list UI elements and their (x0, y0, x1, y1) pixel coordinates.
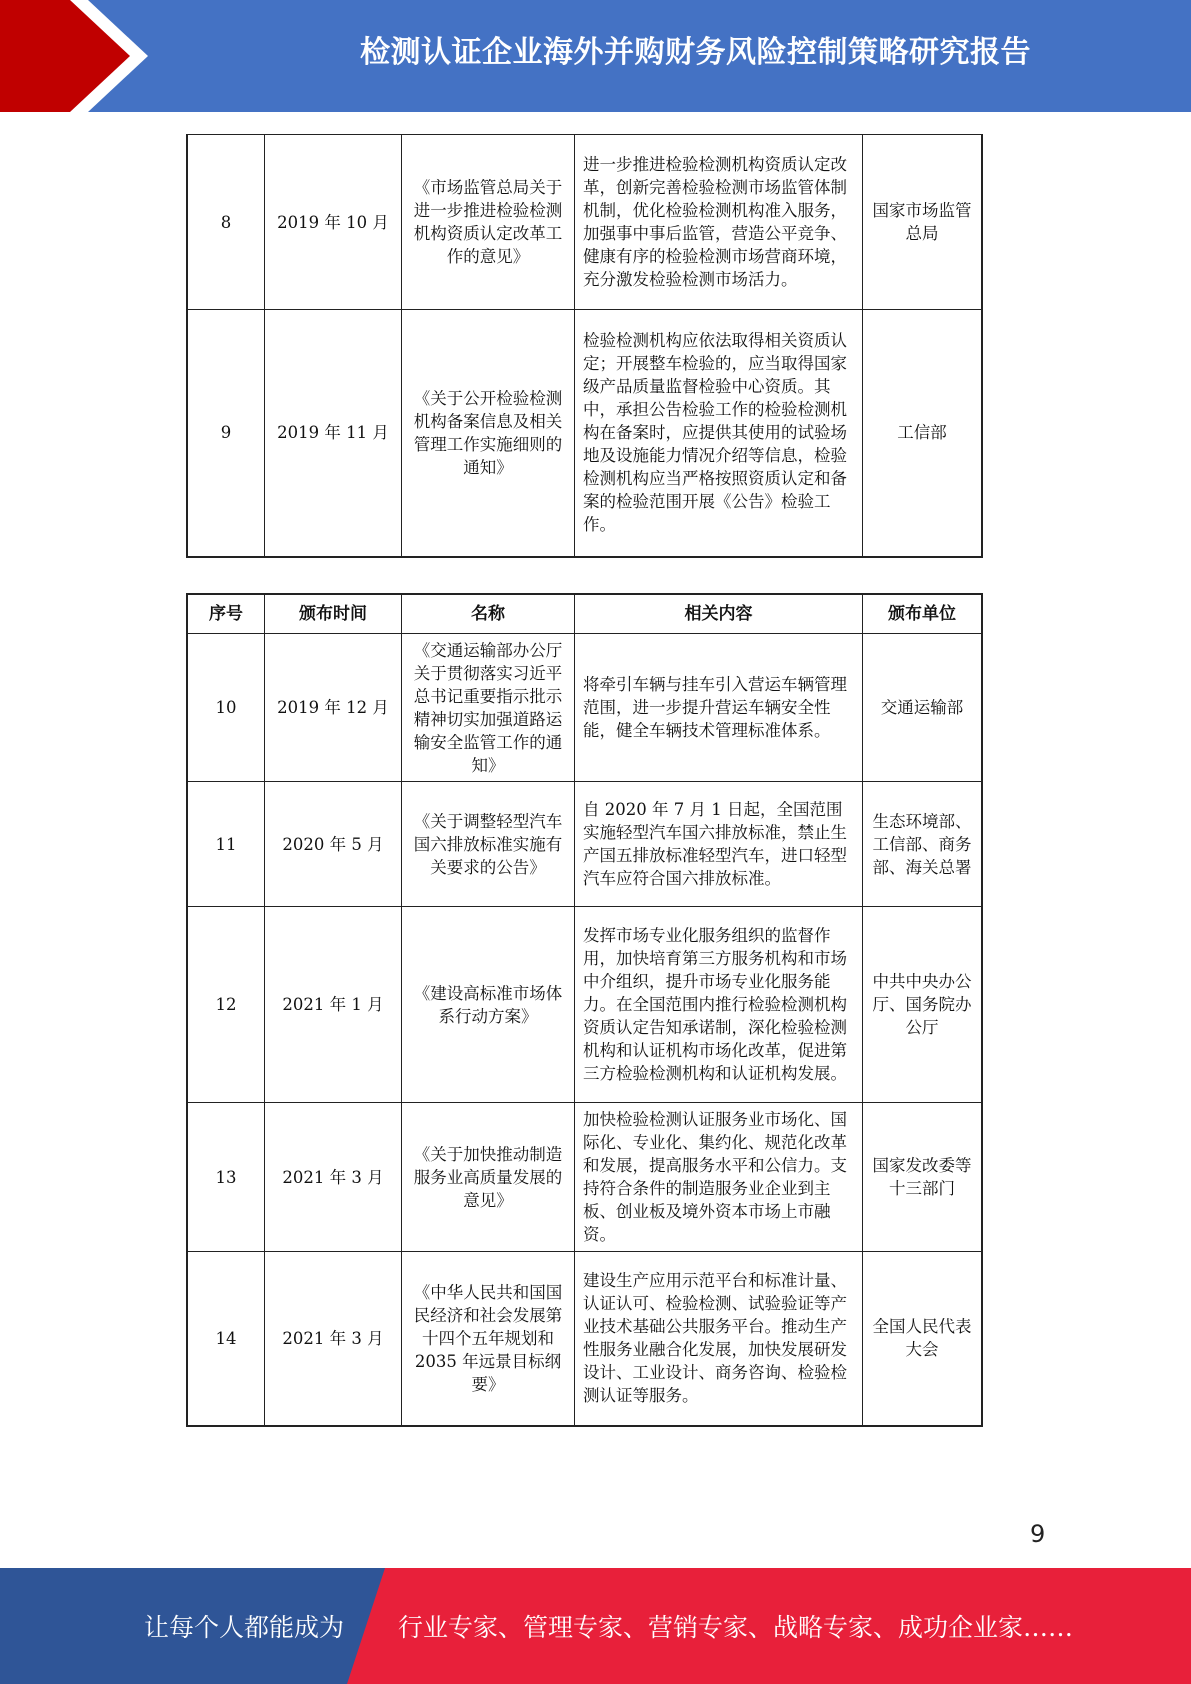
col-header-date: 颁布时间 (265, 594, 402, 634)
cell-date: 2020 年 5 月 (265, 782, 402, 907)
col-header-issuer: 颁布单位 (863, 594, 983, 634)
cell-date: 2019 年 11 月 (265, 310, 402, 557)
cell-name: 《关于加快推动制造服务业高质量发展的意见》 (402, 1103, 575, 1252)
header-title: 检测认证企业海外并购财务风险控制策略研究报告 (360, 35, 1031, 70)
cell-no: 9 (187, 310, 265, 557)
cell-content: 建设生产应用示范平台和标准计量、认证认可、检验检测、试验验证等产业技术基础公共服务平台。推动生产性服务业融合化发展，加快发展研发设计、工业设计、商务咨询、检验检测认证等服务。 (575, 1252, 863, 1426)
cell-issuer: 交通运输部 (863, 634, 983, 782)
cell-issuer: 生态环境部、工信部、商务部、海关总署 (863, 782, 983, 907)
table-row (187, 634, 982, 782)
cell-content: 加快检验检测认证服务业市场化、国际化、专业化、集约化、规范化改革和发展，提高服务水平和公信力。支持符合条件的制造服务业企业到主板、创业板及境外资本市场上市融资。 (575, 1103, 863, 1252)
cell-content: 检验检测机构应依法取得相关资质认定；开展整车检验的，应当取得国家级产品质量监督检验中心资质。其中，承担公告检验工作的检验检测机构在备案时，应提供其使用的试验场地及设施能力情况介绍等信息，检验检测机构应当严格按照资质认定和备案的检验范围开展《公告》检验工作。 (575, 310, 863, 557)
cell-content: 发挥市场专业化服务组织的监督作用，加快培育第三方服务机构和市场中介组织，提升市场专业化服务能力。在全国范围内推行检验检测机构资质认定告知承诺制，深化检验检测机构和认证机构市场化改革，促进第三方检验检测机构和认证机构发展。 (575, 907, 863, 1103)
cell-name: 《市场监管总局关于进一步推进检验检测机构资质认定改革工作的意见》 (402, 135, 575, 310)
cell-issuer: 中共中央办公厅、国务院办公厅 (863, 907, 983, 1103)
cell-no: 14 (187, 1252, 265, 1426)
cell-content: 进一步推进检验检测机构资质认定改革，创新完善检验检测市场监管体制机制，优化检验检测机构准入服务，加强事中事后监管，营造公平竞争、健康有序的检验检测市场营商环境，充分激发检验检测市场活力。 (575, 135, 863, 310)
regulations-table-continued (186, 134, 983, 558)
table-row (187, 135, 982, 310)
table-row (187, 782, 982, 907)
cell-issuer: 全国人民代表大会 (863, 1252, 983, 1426)
cell-date: 2019 年 10 月 (265, 135, 402, 310)
cell-no: 12 (187, 907, 265, 1103)
page-footer (0, 1568, 1191, 1684)
cell-date: 2021 年 3 月 (265, 1103, 402, 1252)
table-row (187, 1103, 982, 1252)
col-header-content: 相关内容 (575, 594, 863, 634)
cell-no: 8 (187, 135, 265, 310)
cell-name: 《中华人民共和国国民经济和社会发展第十四个五年规划和 2035 年远景目标纲要》 (402, 1252, 575, 1426)
cell-no: 11 (187, 782, 265, 907)
table-row (187, 310, 982, 557)
table-header-row (187, 594, 982, 634)
regulations-table (186, 593, 983, 1427)
page-number: 9 (1030, 1520, 1046, 1548)
table-row (187, 1252, 982, 1426)
cell-name: 《关于调整轻型汽车国六排放标准实施有关要求的公告》 (402, 782, 575, 907)
col-header-no: 序号 (187, 594, 265, 634)
cell-no: 10 (187, 634, 265, 782)
cell-issuer: 国家发改委等十三部门 (863, 1103, 983, 1252)
cell-content: 将牵引车辆与挂车引入营运车辆管理范围，进一步提升营运车辆安全性能，健全车辆技术管理标准体系。 (575, 634, 863, 782)
cell-date: 2019 年 12 月 (265, 634, 402, 782)
cell-name: 《交通运输部办公厅关于贯彻落实习近平总书记重要指示批示精神切实加强道路运输安全监管工作的通知》 (402, 634, 575, 782)
cell-issuer: 国家市场监管总局 (863, 135, 983, 310)
col-header-name: 名称 (402, 594, 575, 634)
cell-content: 自 2020 年 7 月 1 日起，全国范围实施轻型汽车国六排放标准，禁止生产国五排放标准轻型汽车，进口轻型汽车应符合国六排放标准。 (575, 782, 863, 907)
cell-issuer: 工信部 (863, 310, 983, 557)
header-red-chevron-icon (0, 0, 150, 112)
cell-date: 2021 年 1 月 (265, 907, 402, 1103)
page-header (0, 0, 1191, 112)
table-row (187, 907, 982, 1103)
cell-no: 13 (187, 1103, 265, 1252)
cell-date: 2021 年 3 月 (265, 1252, 402, 1426)
cell-name: 《建设高标准市场体系行动方案》 (402, 907, 575, 1103)
footer-right-text: 行业专家、管理专家、营销专家、战略专家、成功企业家…… (398, 1613, 1074, 1642)
cell-name: 《关于公开检验检测机构备案信息及相关管理工作实施细则的通知》 (402, 310, 575, 557)
footer-left-text: 让每个人都能成为 (144, 1613, 345, 1642)
